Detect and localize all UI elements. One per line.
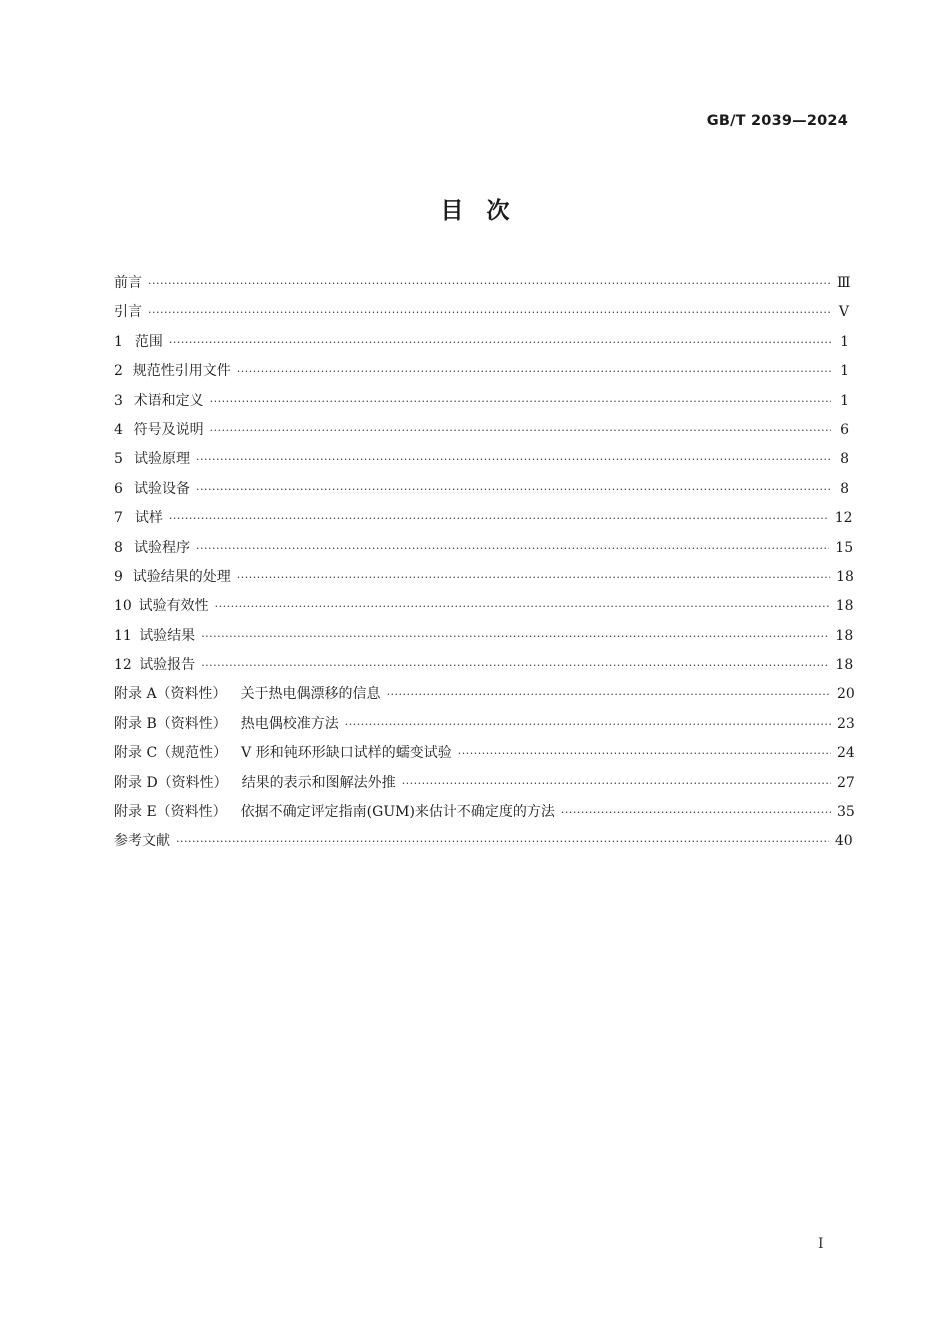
- toc-entry-page: 12: [834, 510, 853, 527]
- toc-entry-number: 6: [114, 480, 123, 497]
- toc-entry-introduction[interactable]: [114, 298, 849, 327]
- toc-entry-annex-d[interactable]: [114, 769, 855, 798]
- toc-entry-page: Ⅴ: [838, 304, 849, 321]
- toc-entry-page: 1: [840, 333, 849, 350]
- table-of-contents: [114, 269, 855, 857]
- toc-entry-page: 18: [835, 627, 854, 644]
- toc-entry-label: 试验程序: [134, 539, 190, 556]
- toc-leader-dots: [196, 445, 831, 474]
- toc-entry-number: 2: [114, 363, 123, 380]
- toc-leader-dots: [387, 680, 831, 709]
- toc-leader-dots: [210, 416, 831, 445]
- toc-entry-label: 参考文献: [114, 833, 170, 850]
- toc-entry-label: 试验报告: [139, 657, 196, 674]
- toc-entry-page: 18: [835, 657, 854, 674]
- toc-leader-dots: [458, 739, 831, 768]
- toc-entry-page: 40: [834, 833, 853, 850]
- toc-leader-dots: [148, 298, 831, 327]
- toc-entry-page: 15: [835, 539, 854, 556]
- toc-entry-label: 依据不确定评定指南(GUM)来估计不确定度的方法: [240, 804, 555, 821]
- toc-entry-number: 附录 A（资料性）: [114, 686, 227, 703]
- toc-entry-label: 试验结果: [139, 627, 196, 644]
- toc-entry-label: 试验设备: [134, 480, 191, 497]
- toc-entry-page: 23: [837, 715, 855, 732]
- toc-entry-number: 附录 E（资料性）: [114, 804, 227, 821]
- page-number: I: [818, 1236, 824, 1252]
- toc-entry-3[interactable]: [114, 387, 849, 416]
- toc-entry-label: 规范性引用文件: [132, 363, 231, 380]
- toc-leader-dots: [237, 563, 830, 592]
- toc-leader-dots: [345, 710, 831, 739]
- toc-entry-number: 12: [114, 657, 132, 674]
- toc-entry-number: 附录 D（资料性）: [114, 774, 228, 791]
- toc-entry-1[interactable]: [114, 328, 849, 357]
- toc-entry-annex-b[interactable]: [114, 710, 855, 739]
- toc-leader-dots: [402, 769, 831, 798]
- toc-entry-number: 1: [114, 333, 123, 350]
- toc-leader-dots: [237, 357, 831, 386]
- toc-entry-page: 35: [837, 804, 855, 821]
- toc-entry-label: 范围: [134, 333, 163, 350]
- toc-entry-page: 6: [840, 421, 849, 438]
- toc-entry-label: 关于热电偶漂移的信息: [240, 686, 381, 703]
- toc-entry-label: 试验结果的处理: [132, 568, 231, 585]
- toc-leader-dots: [215, 592, 830, 621]
- toc-entry-10[interactable]: [114, 592, 854, 621]
- toc-entry-page: 18: [836, 568, 854, 585]
- toc-entry-6[interactable]: [114, 475, 849, 504]
- toc-entry-annex-a[interactable]: [114, 680, 855, 709]
- toc-entry-number: 8: [114, 539, 123, 556]
- toc-leader-dots: [169, 504, 829, 533]
- toc-leader-dots: [210, 387, 831, 416]
- toc-entry-bibliography[interactable]: [114, 827, 853, 856]
- standard-code: GB/T 2039—2024: [706, 113, 848, 129]
- toc-entry-label: 试验有效性: [138, 598, 209, 615]
- toc-entry-label: 术语和定义: [133, 392, 204, 409]
- toc-entry-label: V 形和钝环形缺口试样的蠕变试验: [241, 745, 452, 762]
- toc-entry-label: 试样: [134, 510, 163, 527]
- toc-entry-page: 24: [837, 745, 855, 762]
- toc-entry-5[interactable]: [114, 445, 849, 474]
- toc-entry-number: 11: [114, 627, 132, 644]
- toc-leader-dots: [201, 622, 829, 651]
- toc-entry-4[interactable]: [114, 416, 849, 445]
- toc-entry-8[interactable]: [114, 534, 854, 563]
- toc-entry-page: 18: [835, 598, 854, 615]
- toc-leader-dots: [561, 798, 831, 827]
- toc-entry-label: 符号及说明: [133, 421, 204, 438]
- toc-entry-number: 附录 B（资料性）: [114, 715, 227, 732]
- toc-leader-dots: [148, 269, 831, 298]
- toc-entry-annex-c[interactable]: [114, 739, 855, 768]
- toc-entry-page: 1: [840, 363, 849, 380]
- toc-entry-7[interactable]: [114, 504, 853, 533]
- toc-entry-label: 前言: [114, 275, 142, 291]
- toc-leader-dots: [176, 827, 829, 856]
- toc-entry-annex-e[interactable]: [114, 798, 855, 827]
- toc-entry-page: 20: [837, 686, 855, 703]
- toc-entry-11[interactable]: [114, 622, 854, 651]
- toc-leader-dots: [201, 651, 829, 680]
- toc-entry-number: 附录 C（规范性）: [114, 745, 228, 762]
- toc-entry-9[interactable]: [114, 563, 854, 592]
- toc-leader-dots: [196, 475, 831, 504]
- toc-entry-number: 5: [114, 451, 123, 468]
- toc-entry-2[interactable]: [114, 357, 849, 386]
- toc-entry-foreword[interactable]: [114, 269, 849, 298]
- toc-leader-dots: [169, 328, 831, 357]
- toc-entry-page: 8: [840, 480, 849, 497]
- toc-leader-dots: [196, 534, 829, 563]
- toc-entry-page: 1: [840, 392, 849, 409]
- toc-entry-number: 4: [114, 421, 123, 438]
- toc-entry-page: 8: [840, 451, 849, 468]
- toc-entry-page: Ⅲ: [837, 275, 851, 291]
- toc-entry-label: 热电偶校准方法: [240, 715, 339, 732]
- toc-entry-12[interactable]: [114, 651, 854, 680]
- toc-entry-label: 引言: [114, 304, 142, 321]
- toc-entry-label: 试验原理: [134, 451, 191, 468]
- toc-entry-page: 27: [837, 774, 855, 791]
- toc-entry-number: 7: [114, 510, 123, 527]
- toc-entry-label: 结果的表示和图解法外推: [241, 774, 396, 791]
- page-title: 目 次: [440, 198, 510, 224]
- toc-entry-number: 3: [114, 392, 123, 409]
- toc-entry-number: 9: [114, 568, 123, 585]
- toc-entry-number: 10: [114, 598, 132, 615]
